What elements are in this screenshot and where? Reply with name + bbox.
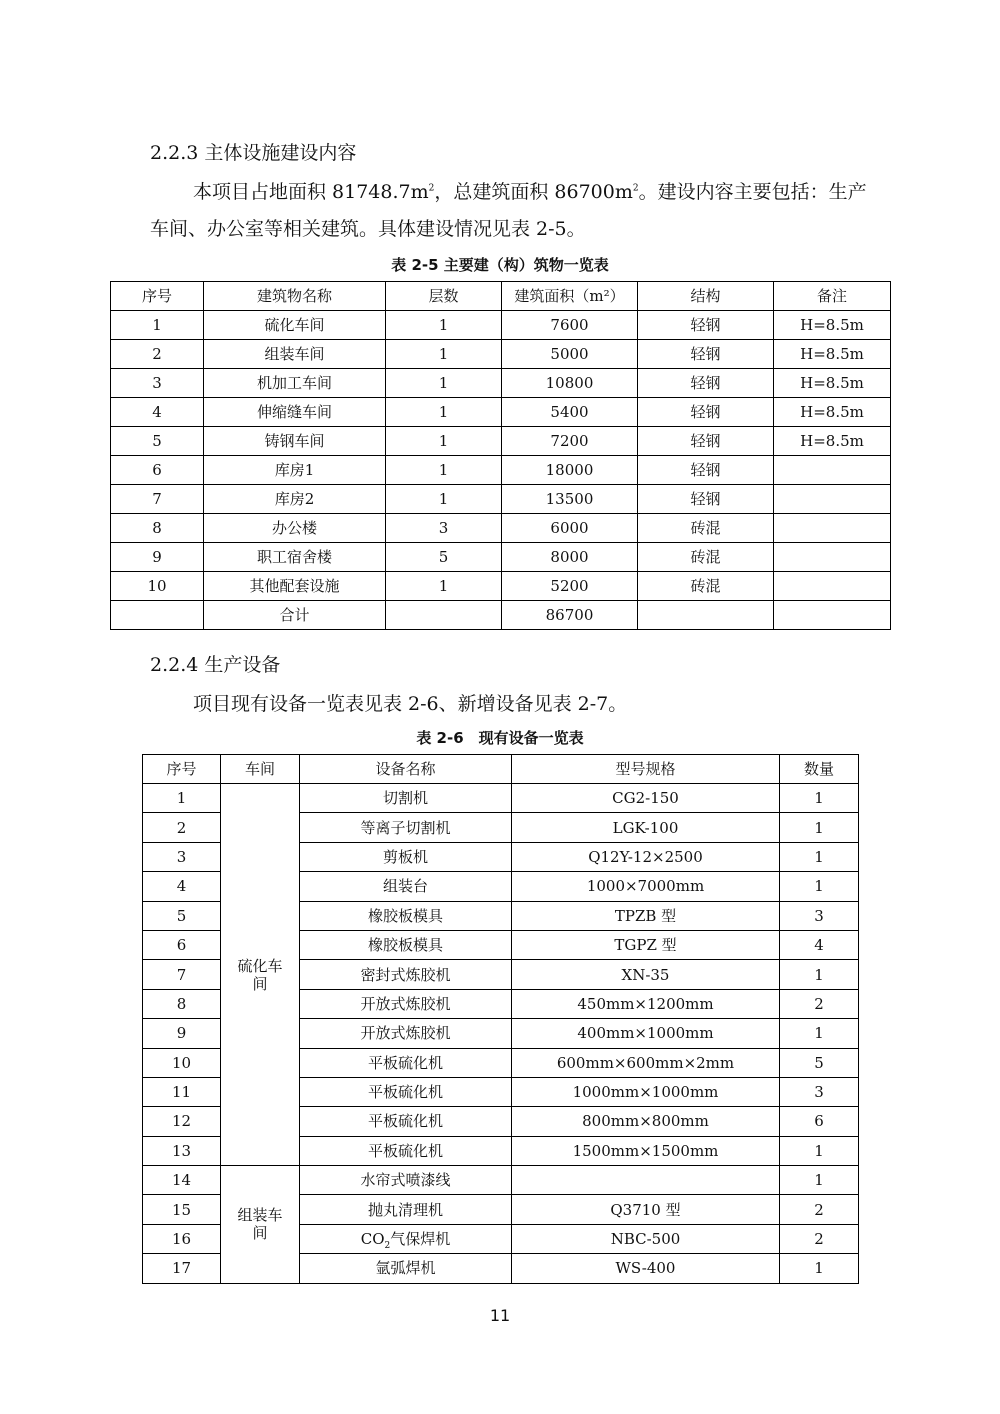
cell-empty [111,601,204,630]
cell-model: TPZB 型 [512,901,780,930]
header-cell: 序号 [143,755,221,784]
cell-floors: 5 [386,543,502,572]
cell-index: 3 [143,842,221,871]
cell-index: 8 [143,989,221,1018]
cell-structure: 砖混 [638,514,774,543]
cell-model: 450mm×1200mm [512,989,780,1018]
cell-remark [774,543,891,572]
cell-quantity: 6 [780,1107,859,1136]
table-row [111,572,891,601]
cell-remark: H=8.5m [774,311,891,340]
table-row [143,1166,859,1195]
workshop-label: 硫化车间 [237,956,283,993]
cell-building-name: 库房2 [204,485,386,514]
section-2-2-3-paragraph-line1 [193,177,873,204]
cell-structure: 砖混 [638,572,774,601]
cell-floors: 1 [386,485,502,514]
cell-index: 2 [111,340,204,369]
cell-floors: 1 [386,572,502,601]
cell-index: 5 [111,427,204,456]
cell-equipment-name: 等离子切割机 [300,813,512,842]
section-2-2-3-paragraph-line2: 车间、办公室等相关建筑。具体建设情况见表 2-5。 [150,218,586,240]
superscript-2: 2 [428,183,435,194]
cell-remark [774,485,891,514]
cell-quantity: 2 [780,989,859,1018]
cell-equipment-name: 水帘式喷漆线 [300,1166,512,1195]
cell-model: 800mm×800mm [512,1107,780,1136]
total-area: 86700 [502,601,638,630]
cell-model: 1500mm×1500mm [512,1136,780,1165]
cell-quantity: 1 [780,1166,859,1195]
cell-index: 6 [111,456,204,485]
cell-empty [638,601,774,630]
cell-index: 10 [143,1048,221,1077]
table-2-5-caption: 表 2-5 主要建（构）筑物一览表 [391,256,609,274]
cell-equipment-name: 开放式炼胶机 [300,1019,512,1048]
cell-model: CG2-150 [512,784,780,813]
cell-structure: 轻钢 [638,456,774,485]
para-text-c: 。建设内容主要包括：生产 [638,181,867,203]
header-cell: 序号 [111,282,204,311]
cell-area: 13500 [502,485,638,514]
cell-area: 10800 [502,369,638,398]
cell-remark: H=8.5m [774,340,891,369]
table-2-6-caption: 表 2-6 现有设备一览表 [416,729,584,747]
cell-model: 400mm×1000mm [512,1019,780,1048]
para-text-a: 本项目占地面积 81748.7m [193,181,429,203]
cell-model [512,1166,780,1195]
section-2-2-4-paragraph: 项目现有设备一览表见表 2-6、新增设备见表 2-7。 [193,693,628,715]
header-cell: 车间 [221,755,300,784]
cell-index: 2 [143,813,221,842]
cell-index: 13 [143,1136,221,1165]
cell-index: 7 [111,485,204,514]
cell-area: 5000 [502,340,638,369]
cell-index: 1 [111,311,204,340]
cell-building-name: 铸钢车间 [204,427,386,456]
cell-index: 9 [143,1019,221,1048]
cell-quantity: 1 [780,1019,859,1048]
cell-quantity: 1 [780,813,859,842]
cell-equipment-name: 剪板机 [300,842,512,871]
cell-quantity: 3 [780,1077,859,1106]
cell-empty [774,601,891,630]
cell-quantity: 1 [780,842,859,871]
cell-structure: 轻钢 [638,311,774,340]
cell-floors: 1 [386,456,502,485]
cell-remark [774,572,891,601]
header-cell: 设备名称 [300,755,512,784]
workshop-cell-vulcanization [221,784,300,1166]
cell-building-name: 硫化车间 [204,311,386,340]
table-2-5 [110,281,891,630]
cell-index: 16 [143,1224,221,1253]
cell-equipment-name: 平板硫化机 [300,1048,512,1077]
cell-structure: 轻钢 [638,485,774,514]
cell-equipment-name: 平板硫化机 [300,1107,512,1136]
header-cell: 结构 [638,282,774,311]
cell-floors: 3 [386,514,502,543]
cell-model: TGPZ 型 [512,930,780,959]
cell-equipment-name: 氩弧焊机 [300,1254,512,1283]
table-row [111,369,891,398]
cell-remark: H=8.5m [774,398,891,427]
cell-building-name: 机加工车间 [204,369,386,398]
cell-structure: 轻钢 [638,427,774,456]
cell-index: 6 [143,930,221,959]
cell-equipment-name: 组装台 [300,872,512,901]
para-text-b: ，总建筑面积 86700m [434,181,633,203]
table-row [111,340,891,369]
header-cell: 层数 [386,282,502,311]
header-cell: 型号规格 [512,755,780,784]
cell-area: 5200 [502,572,638,601]
table-row [111,485,891,514]
cell-area: 18000 [502,456,638,485]
superscript-2: 2 [632,183,639,194]
table-row [143,784,859,813]
cell-floors: 1 [386,427,502,456]
cell-quantity: 5 [780,1048,859,1077]
welder-text: 气保焊机 [390,1230,451,1249]
workshop-cell-assembly [221,1166,300,1284]
table-total-row [111,601,891,630]
cell-index: 4 [143,872,221,901]
cell-model: Q3710 型 [512,1195,780,1224]
cell-index: 10 [111,572,204,601]
cell-building-name: 其他配套设施 [204,572,386,601]
cell-remark [774,514,891,543]
cell-model: NBC-500 [512,1224,780,1253]
cell-index: 11 [143,1077,221,1106]
cell-quantity: 1 [780,1254,859,1283]
table-2-6 [142,754,859,1284]
cell-structure: 轻钢 [638,398,774,427]
cell-building-name: 组装车间 [204,340,386,369]
cell-quantity: 4 [780,930,859,959]
cell-area: 7600 [502,311,638,340]
co2-text: CO [360,1230,385,1249]
cell-remark: H=8.5m [774,427,891,456]
cell-equipment-name: 平板硫化机 [300,1136,512,1165]
cell-equipment-name: 橡胶板模具 [300,930,512,959]
cell-equipment-name: 切割机 [300,784,512,813]
cell-index: 12 [143,1107,221,1136]
table-row [111,311,891,340]
table-row [111,543,891,572]
cell-building-name: 伸缩缝车间 [204,398,386,427]
cell-equipment-name: 抛丸清理机 [300,1195,512,1224]
cell-index: 14 [143,1166,221,1195]
cell-index: 4 [111,398,204,427]
header-cell: 备注 [774,282,891,311]
cell-floors: 1 [386,369,502,398]
subscript-2: 2 [384,1241,391,1252]
cell-quantity: 3 [780,901,859,930]
cell-model: 1000mm×1000mm [512,1077,780,1106]
header-cell: 建筑面积（m²） [502,282,638,311]
cell-floors: 1 [386,398,502,427]
cell-quantity: 2 [780,1195,859,1224]
cell-empty [386,601,502,630]
cell-building-name: 库房1 [204,456,386,485]
section-heading-2-2-4: 2.2.4 生产设备 [150,654,281,676]
cell-index: 17 [143,1254,221,1283]
cell-area: 6000 [502,514,638,543]
cell-index: 5 [143,901,221,930]
workshop-label: 组装车间 [237,1206,283,1243]
cell-quantity: 1 [780,872,859,901]
header-cell: 数量 [780,755,859,784]
cell-building-name: 办公楼 [204,514,386,543]
cell-equipment-name: 平板硫化机 [300,1077,512,1106]
cell-structure: 轻钢 [638,369,774,398]
table-row [111,456,891,485]
table-row [111,398,891,427]
cell-quantity: 1 [780,1136,859,1165]
table-row [111,514,891,543]
cell-equipment-name: 开放式炼胶机 [300,989,512,1018]
cell-model: LGK-100 [512,813,780,842]
cell-structure: 砖混 [638,543,774,572]
cell-equipment-name [300,1224,512,1253]
cell-building-name: 职工宿舍楼 [204,543,386,572]
cell-area: 8000 [502,543,638,572]
cell-quantity: 1 [780,784,859,813]
cell-remark [774,456,891,485]
cell-structure: 轻钢 [638,340,774,369]
cell-model: WS-400 [512,1254,780,1283]
cell-model: 600mm×600mm×2mm [512,1048,780,1077]
cell-floors: 1 [386,340,502,369]
cell-index: 3 [111,369,204,398]
total-label: 合计 [204,601,386,630]
cell-quantity: 2 [780,1224,859,1253]
cell-quantity: 1 [780,960,859,989]
cell-index: 15 [143,1195,221,1224]
cell-model: 1000×7000mm [512,872,780,901]
cell-index: 1 [143,784,221,813]
cell-floors: 1 [386,311,502,340]
cell-index: 8 [111,514,204,543]
cell-equipment-name: 橡胶板模具 [300,901,512,930]
page-number: 11 [489,1306,511,1325]
section-heading-2-2-3: 2.2.3 主体设施建设内容 [150,142,357,164]
cell-model: Q12Y-12×2500 [512,842,780,871]
table-2-5-header-row [111,282,891,311]
cell-index: 7 [143,960,221,989]
cell-remark: H=8.5m [774,369,891,398]
table-2-6-header-row [143,755,859,784]
cell-area: 7200 [502,427,638,456]
cell-area: 5400 [502,398,638,427]
header-cell: 建筑物名称 [204,282,386,311]
cell-model: XN-35 [512,960,780,989]
cell-equipment-name: 密封式炼胶机 [300,960,512,989]
table-row [111,427,891,456]
cell-index: 9 [111,543,204,572]
